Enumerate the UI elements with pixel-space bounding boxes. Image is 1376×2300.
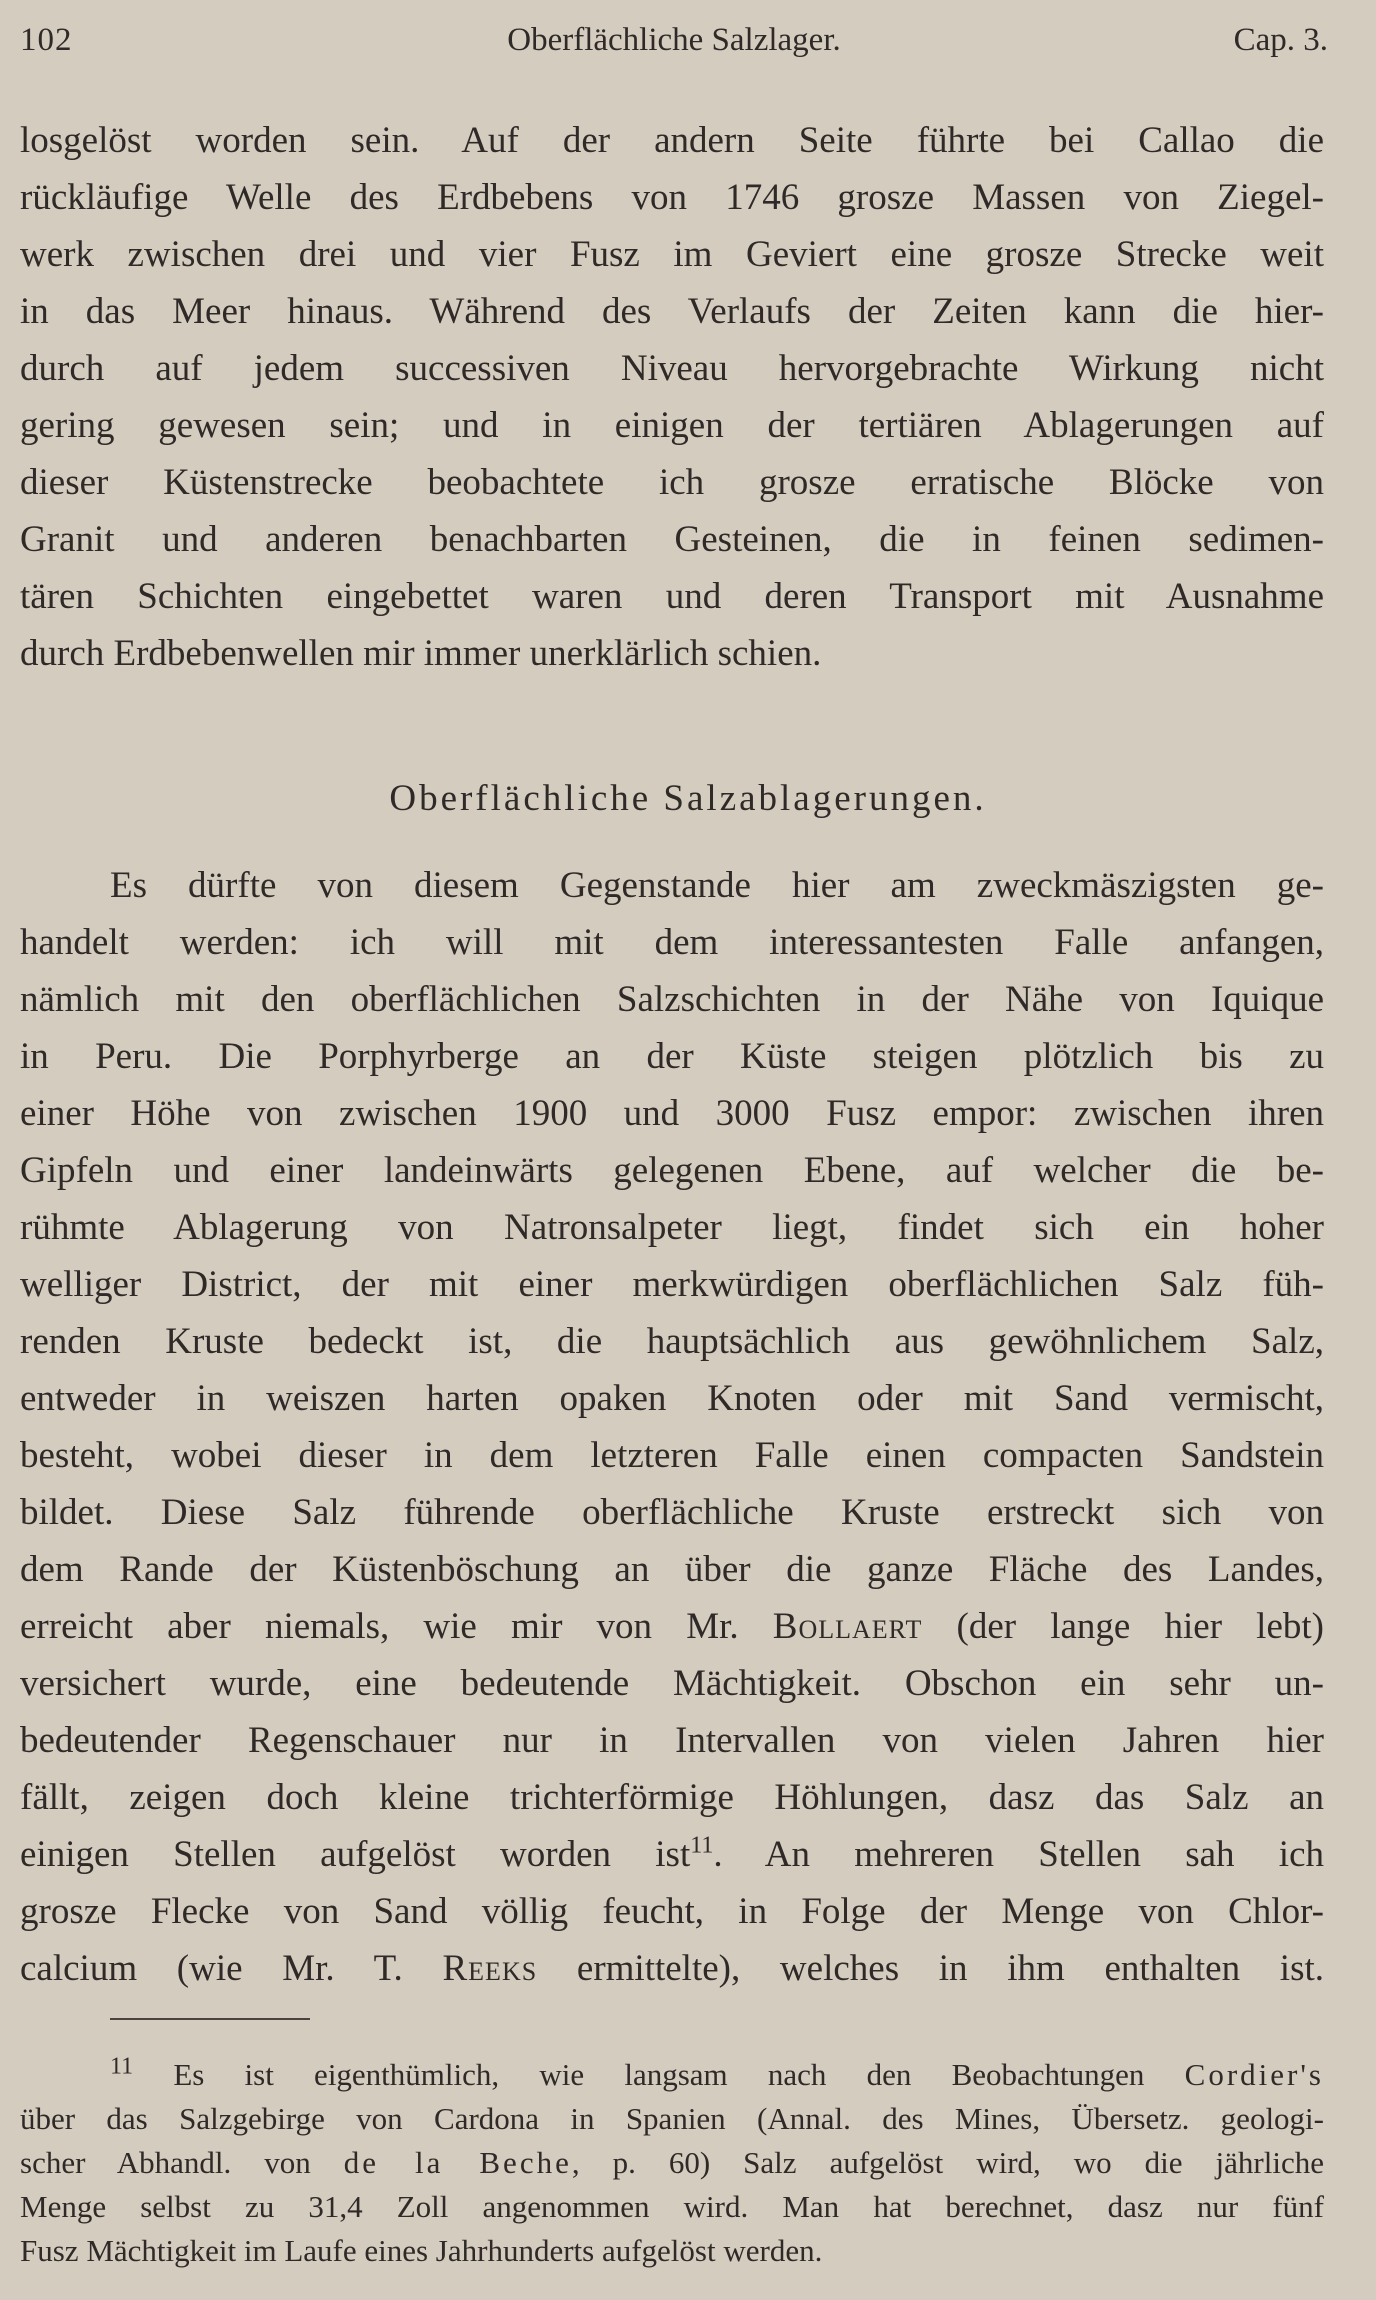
- text-line: grosze Flecke von Sand völlig feucht, in Folge der Menge von Chlor-: [20, 1891, 1324, 1932]
- text-line: entweder in weiszen harten opaken Knoten oder mit Sand vermischt,: [20, 1378, 1324, 1419]
- footnote-reference: 11: [690, 1832, 714, 1859]
- text-line: [20, 1826, 1324, 1883]
- footnote-line: [20, 2141, 1324, 2185]
- text-line: fällt, zeigen doch kleine trichterförmige Höhlungen, dasz das Salz an: [20, 1777, 1324, 1818]
- text-line: in Peru. Die Porphyrberge an der Küste steigen plötzlich bis zu: [20, 1036, 1324, 1077]
- author-name: Reeks: [442, 1948, 538, 1989]
- page-header: [20, 22, 1328, 72]
- text-line: Es dürfte von diesem Gegenstande hier am zweckmäszigsten ge-: [110, 865, 1324, 906]
- author-name: Cordier's: [1184, 2057, 1324, 2092]
- text-line: versichert wurde, eine bedeutende Mächtigkeit. Obschon ein sehr un-: [20, 1663, 1324, 1704]
- text-fragment: calcium (wie Mr. T.: [20, 1948, 403, 1989]
- footnote-line: über das Salzgebirge von Cardona in Spanien (Annal. des Mines, Übersetz. geologi-: [20, 2101, 1324, 2136]
- footnote-divider: [110, 2018, 310, 2020]
- page-number: 102: [20, 22, 73, 58]
- text-fragment: erreicht aber niemals, wie mir von Mr.: [20, 1606, 739, 1647]
- text-fragment: scher Abhandl. von: [20, 2145, 311, 2180]
- footnote-line: [110, 2053, 1324, 2097]
- text-fragment: (der lange hier lebt): [956, 1606, 1324, 1647]
- text-line: [20, 1940, 1324, 1997]
- text-fragment: Es ist eigenthümlich, wie langsam nach den Beobachtungen: [173, 2057, 1145, 2092]
- text-fragment: ermittelte), welches in ihm enthalten ist.: [576, 1948, 1325, 1989]
- running-title: Oberflächliche Salzlager.: [507, 22, 841, 58]
- text-fragment: . An mehreren Stellen sah ich: [713, 1834, 1325, 1875]
- author-name: de la Beche: [343, 2145, 572, 2180]
- text-line: Granit und anderen benachbarten Gesteinen, die in feinen sedimen-: [20, 519, 1324, 560]
- text-line: dieser Küstenstrecke beobachtete ich grosze erratische Blöcke von: [20, 462, 1324, 503]
- footnote-line: Menge selbst zu 31,4 Zoll angenommen wird. Man hat berechnet, dasz nur fünf: [20, 2189, 1324, 2224]
- text-line: handelt werden: ich will mit dem interessantesten Falle anfangen,: [20, 922, 1324, 963]
- text-line: rühmte Ablagerung von Natronsalpeter liegt, findet sich ein hoher: [20, 1207, 1324, 1248]
- author-name: Bollaert: [772, 1606, 923, 1647]
- chapter-label: Cap. 3.: [1233, 22, 1328, 58]
- footnote-line: Fusz Mächtigkeit im Laufe eines Jahrhunderts aufgelöst werden.: [20, 2233, 823, 2268]
- text-line: losgelöst worden sein. Auf der andern Seite führte bei Callao die: [20, 120, 1324, 161]
- text-line: Gipfeln und einer landeinwärts gelegenen Ebene, auf welcher die be-: [20, 1150, 1324, 1191]
- text-line: durch auf jedem successiven Niveau hervorgebrachte Wirkung nicht: [20, 348, 1324, 389]
- text-line: gering gewesen sein; und in einigen der tertiären Ablagerungen auf: [20, 405, 1324, 446]
- footnote-number: 11: [110, 2053, 134, 2080]
- text-line: einer Höhe von zwischen 1900 und 3000 Fusz empor: zwischen ihren: [20, 1093, 1324, 1134]
- text-fragment: einigen Stellen aufgelöst worden ist: [20, 1834, 691, 1875]
- text-line: tären Schichten eingebettet waren und deren Transport mit Ausnahme: [20, 576, 1324, 617]
- text-line: bedeutender Regenschauer nur in Intervallen von vielen Jahren hier: [20, 1720, 1324, 1761]
- text-line: besteht, wobei dieser in dem letzteren Falle einen compacten Sandstein: [20, 1435, 1324, 1476]
- text-line: dem Rande der Küstenböschung an über die ganze Fläche des Landes,: [20, 1549, 1324, 1590]
- text-line: in das Meer hinaus. Während des Verlaufs der Zeiten kann die hier-: [20, 291, 1324, 332]
- text-line: nämlich mit den oberflächlichen Salzschichten in der Nähe von Iquique: [20, 979, 1324, 1020]
- text-line: durch Erdbebenwellen mir immer unerklärlich schien.: [20, 633, 822, 674]
- text-line: renden Kruste bedeckt ist, die hauptsächlich aus gewöhnlichem Salz,: [20, 1321, 1324, 1362]
- section-heading: Oberflächliche Salzablagerungen.: [389, 778, 987, 819]
- text-line: welliger District, der mit einer merkwürdigen oberflächlichen Salz füh-: [20, 1264, 1324, 1305]
- text-line: bildet. Diese Salz führende oberflächliche Kruste erstreckt sich von: [20, 1492, 1324, 1533]
- text-line: rückläufige Welle des Erdbebens von 1746 grosze Massen von Ziegel-: [20, 177, 1324, 218]
- text-line: werk zwischen drei und vier Fusz im Geviert eine grosze Strecke weit: [20, 234, 1324, 275]
- text-fragment: , p. 60) Salz aufgelöst wird, wo die jährliche: [571, 2145, 1324, 2180]
- text-line: [20, 1598, 1324, 1655]
